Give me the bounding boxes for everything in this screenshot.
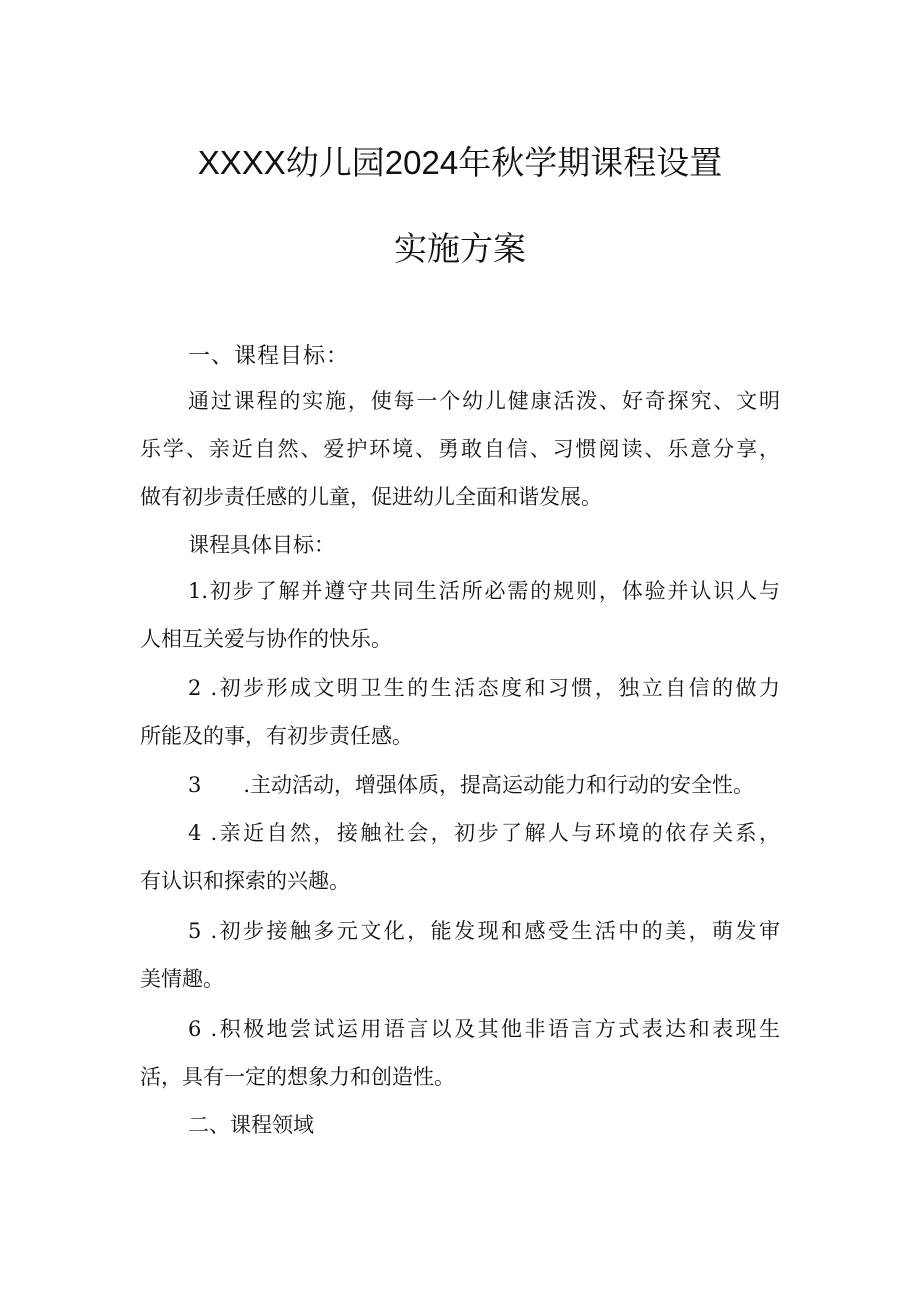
goal-2-line-2: 所能及的事，有初步责任感。 (140, 724, 413, 748)
document-title-line-1: XXXX幼儿园2024年秋学期课程设置 (197, 144, 723, 181)
intro-line-1: 通过课程的实施，使每一个幼儿健康活泼、好奇探究、文明 (188, 389, 780, 413)
goal-4-line-2: 有认识和探索的兴趣。 (140, 869, 350, 893)
goal-3-line (188, 770, 780, 800)
goal-5-line-1: 5 .初步接触多元文化，能发现和感受生活中的美，萌发审 (188, 919, 780, 943)
specific-goals-label: 课程具体目标： (188, 533, 335, 557)
goal-3-text: .主动活动，增强体质，提高运动能力和行动的安全性。 (243, 773, 755, 797)
section-heading-course-areas: 二、课程领域 (188, 1113, 314, 1137)
document-title-line-2: 实施方案 (394, 230, 526, 267)
goal-6-line-2: 活，具有一定的想象力和创造性。 (140, 1065, 455, 1089)
intro-line-2: 乐学、亲近自然、爱护环境、勇敢自信、习惯阅读、乐意分享， (140, 437, 780, 461)
goal-1-line-1: 1.初步了解并遵守共同生活所必需的规则，体验并认识人与 (188, 579, 780, 603)
goal-4-line-1: 4 .亲近自然，接触社会，初步了解人与环境的依存关系， (188, 821, 780, 845)
goal-2-line-1: 2 .初步形成文明卫生的生活态度和习惯，独立自信的做力 (188, 676, 780, 700)
goal-5-line-2: 美情趣。 (140, 967, 224, 991)
goal-3-number: 3 (188, 773, 202, 797)
section-heading-course-goals: 一、课程目标： (188, 343, 350, 368)
intro-line-3: 做有初步责任感的儿童，促进幼儿全面和谐发展。 (140, 485, 602, 509)
goal-6-line-1: 6 .积极地尝试运用语言以及其他非语言方式表达和表现生 (188, 1017, 780, 1041)
goal-1-line-2: 人相互关爱与协作的快乐。 (140, 627, 392, 651)
